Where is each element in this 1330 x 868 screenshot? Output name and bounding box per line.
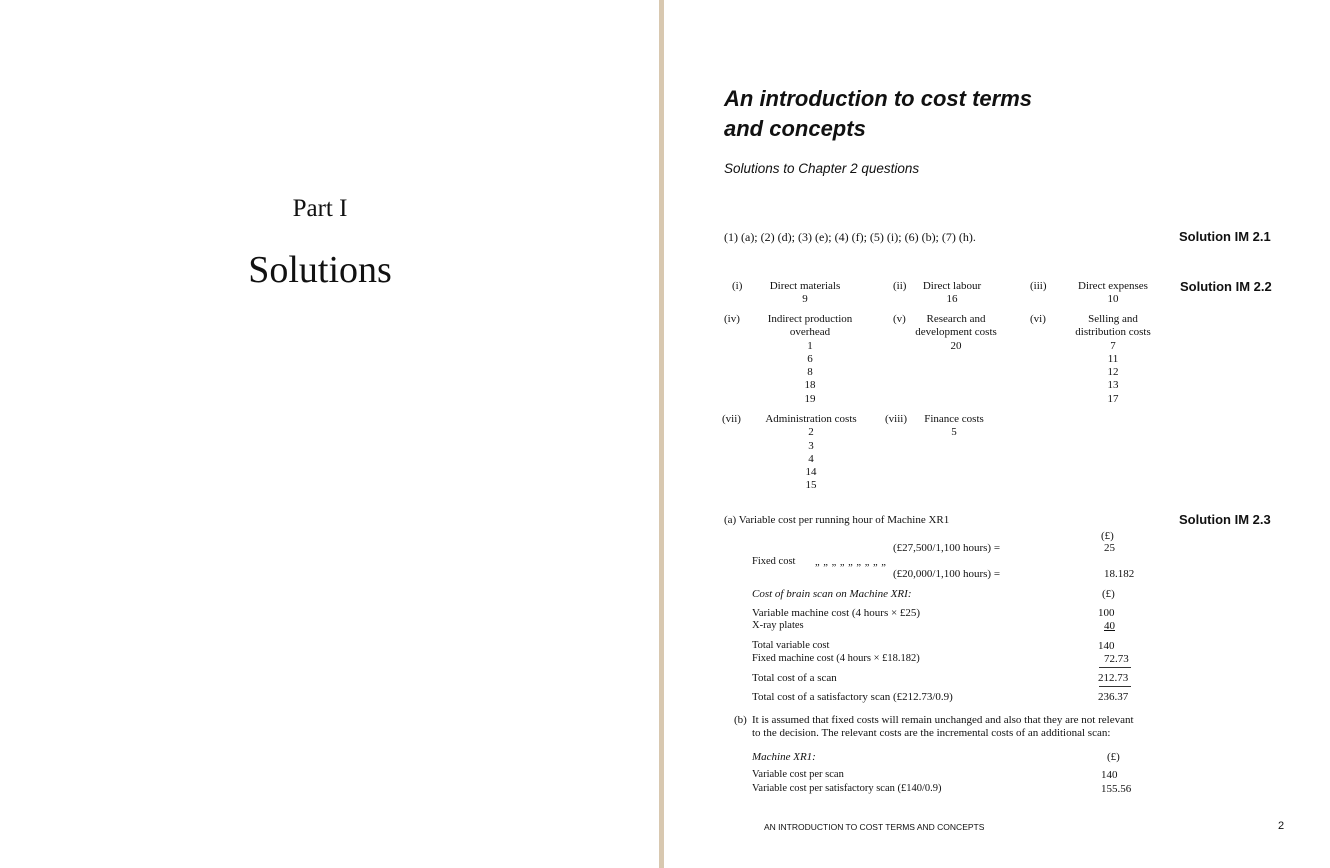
group-item: 3 <box>808 439 814 452</box>
group-item: 20 <box>950 339 962 352</box>
page-gutter <box>659 0 664 868</box>
part-label: Part I <box>292 195 348 222</box>
row-label: Variable cost per satisfactory scan (£140/0.9) <box>752 783 942 794</box>
row-value: 155.56 <box>1101 783 1132 795</box>
group-item: 12 <box>1107 366 1119 379</box>
machine-heading: Machine XR1: <box>752 751 816 763</box>
im23-label: Solution IM 2.3 <box>1179 512 1271 527</box>
subtotal-rule <box>1099 667 1131 668</box>
row-label: Total cost of a satisfactory scan (£212.73/0.9) <box>752 691 953 703</box>
group-roman: (ii) <box>893 280 907 292</box>
ditto-marks: „ „ „ „ „ „ „ „ „ <box>815 557 887 568</box>
group-title: Administration costs 2 3 4 14 15 <box>765 413 857 492</box>
group-item: 1 <box>807 339 813 352</box>
variable-rate-calc: (£27,500/1,100 hours) = <box>893 542 1001 554</box>
group-item: 16 <box>946 293 958 306</box>
row-value: 140 <box>1101 769 1118 781</box>
row-label: X-ray plates <box>752 620 804 631</box>
group-item: 6 <box>807 352 813 365</box>
scan-cost-heading: Cost of brain scan on Machine XRI: <box>752 588 912 600</box>
group-item: 15 <box>805 479 817 492</box>
currency-header: (£) <box>1101 530 1114 542</box>
variable-rate-value: 25 <box>1104 542 1115 554</box>
running-footer: AN INTRODUCTION TO COST TERMS AND CONCEPTS <box>764 822 985 832</box>
group-roman: (vii) <box>722 413 741 425</box>
group-item: 17 <box>1107 392 1119 405</box>
part-b-marker: (b) <box>734 714 747 726</box>
group-title: Direct labour 16 <box>922 280 982 306</box>
row-value: 100 <box>1098 607 1115 619</box>
group-title: Direct materials 9 <box>769 280 841 306</box>
group-roman: (v) <box>893 313 906 325</box>
im21-answer: (1) (a); (2) (d); (3) (e); (4) (f); (5) (i); (6) (b); (7) (h). <box>724 230 976 244</box>
group-title: Direct expenses 10 <box>1078 280 1148 306</box>
im21-label: Solution IM 2.1 <box>1179 229 1271 244</box>
row-value: 236.37 <box>1098 691 1129 703</box>
fixed-rate-calc: (£20,000/1,100 hours) = <box>893 568 1001 580</box>
im22-label: Solution IM 2.2 <box>1180 279 1272 294</box>
part-b-line2: to the decision. The relevant costs are the incremental costs of an additional scan: <box>752 727 1111 739</box>
row-label: Total variable cost <box>752 640 830 651</box>
group-item: 19 <box>804 392 816 405</box>
row-label: Variable cost per scan <box>752 769 844 780</box>
page-number: 2 <box>1278 820 1285 832</box>
group-item: 18 <box>804 379 816 392</box>
chapter-subtitle: Solutions to Chapter 2 questions <box>724 161 920 176</box>
solutions-title: Solutions <box>248 249 392 291</box>
group-title: Finance costs 5 <box>924 413 984 439</box>
machine-currency-header: (£) <box>1107 751 1120 763</box>
row-value: 212.73 <box>1098 672 1129 684</box>
row-value: 72.73 <box>1104 653 1129 665</box>
group-item: 4 <box>808 452 814 465</box>
group-item: 11 <box>1107 352 1119 365</box>
group-item: 5 <box>951 426 957 439</box>
group-item: 13 <box>1107 379 1119 392</box>
row-value: 40 <box>1104 620 1115 632</box>
group-title: Indirect production overhead 1 6 8 18 19 <box>767 313 853 405</box>
total-rule <box>1099 686 1131 687</box>
group-item: 9 <box>802 293 808 306</box>
fixed-rate-value: 18.182 <box>1104 568 1135 580</box>
group-roman: (iii) <box>1030 280 1047 292</box>
group-title: Research and development costs 20 <box>915 313 997 352</box>
fixed-cost-label: Fixed cost <box>752 556 796 567</box>
chapter-title-line1: An introduction to cost terms <box>724 86 1032 111</box>
group-item: 7 <box>1110 339 1116 352</box>
group-item: 2 <box>808 426 814 439</box>
group-roman: (iv) <box>724 313 740 325</box>
chapter-title-line2: and concepts <box>724 116 866 141</box>
group-roman: (vi) <box>1030 313 1046 325</box>
row-label: Variable machine cost (4 hours × £25) <box>752 607 921 619</box>
group-item: 14 <box>805 466 817 479</box>
scan-currency-header: (£) <box>1102 588 1115 600</box>
group-roman: (i) <box>732 280 743 292</box>
row-label: Fixed machine cost (4 hours × £18.182) <box>752 653 920 664</box>
row-value: 140 <box>1098 640 1115 652</box>
group-item: 8 <box>807 366 813 379</box>
group-item: 10 <box>1107 293 1119 306</box>
group-title: Selling and distribution costs 7 11 12 13 17 <box>1075 313 1151 405</box>
part-b-line1: It is assumed that fixed costs will remain unchanged and also that they are not relevant <box>752 714 1134 726</box>
row-label: Total cost of a scan <box>752 672 837 684</box>
group-roman: (viii) <box>885 413 907 425</box>
part-a-heading: (a) Variable cost per running hour of Machine XR1 <box>724 514 950 526</box>
